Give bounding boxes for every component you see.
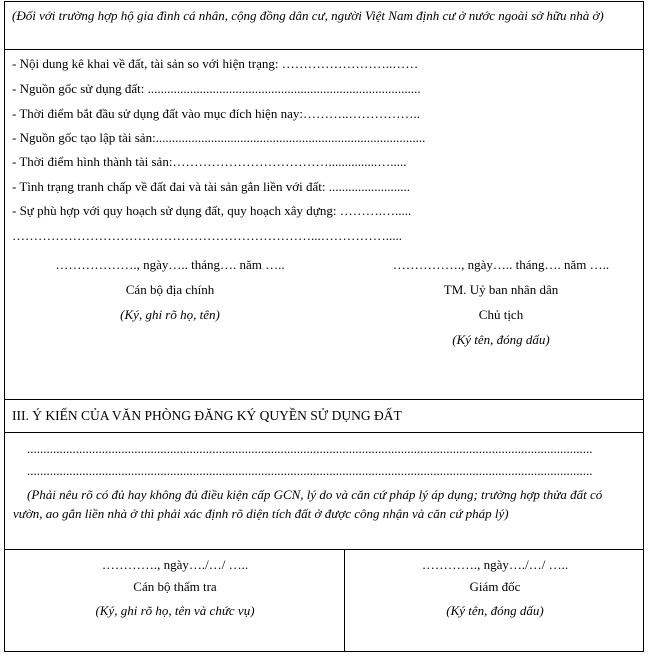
director-date: …………., ngày…./…/ ….. bbox=[421, 557, 569, 572]
opinion-note: (Phải nêu rõ có đủ hay không đủ điều kiện cấp GCN, lý do và căn cứ pháp lý áp dụng; trường hợp thửa đất có vườn, ao gắn liền nhà ở thì phải xác định rõ diện tích đất ở được công nhận và căn cứ pháp lý) bbox=[13, 487, 603, 521]
cadastral-officer-title: Cán bộ địa chính bbox=[125, 282, 215, 297]
signature-divider bbox=[344, 550, 345, 651]
registration-office-opinion-box bbox=[4, 432, 644, 550]
line-asset-formation-time: - Thời điểm hình thành tài sản:………………………………...............…..... bbox=[12, 154, 407, 169]
commune-verification-box bbox=[4, 49, 644, 400]
line-dispute-status: - Tình trạng tranh chấp về đất đai và tài sản gắn liền với đất: ......................... bbox=[12, 179, 410, 194]
intro-note: (Đối với trường hợp hộ gia đình cá nhân, cộng đồng dân cư, người Việt Nam định cư ở nước ngoài sở hữu nhà ở) bbox=[12, 8, 604, 23]
director-title: Giám đốc bbox=[469, 579, 521, 594]
section-three-heading: III. Ý KIẾN CỦA VĂN PHÒNG ĐĂNG KÝ QUYỀN SỬ DỤNG ĐẤT bbox=[12, 408, 402, 423]
line-planning-compliance: - Sự phù hợp với quy hoạch sử dụng đất, quy hoạch xây dựng: ……….…..... bbox=[12, 203, 412, 218]
cadastral-sign-note: (Ký, ghi rõ họ, tên) bbox=[120, 307, 220, 322]
committee-title: TM. Uỷ ban nhân dân bbox=[443, 282, 559, 297]
signature-box bbox=[4, 549, 644, 652]
line-use-start-time: - Thời điểm bắt đầu sử dụng đất vào mục đích hiện nay:………..…………….. bbox=[12, 106, 420, 121]
line-asset-origin: - Nguồn gốc tạo lập tài sản:................................................................................... bbox=[12, 130, 426, 145]
committee-sign-note: (Ký tên, đóng dấu) bbox=[452, 332, 550, 347]
committee-date: ……………., ngày….. tháng…. năm ….. bbox=[392, 257, 610, 272]
opinion-dots-2: .............................................................................................................................................................................. bbox=[27, 463, 593, 478]
director-sign-note: (Ký tên, đóng dấu) bbox=[446, 603, 544, 618]
inspector-title: Cán bộ thẩm tra bbox=[133, 579, 217, 594]
section-three-heading-box bbox=[4, 399, 644, 433]
cadastral-date: ………………., ngày….. tháng…. năm ….. bbox=[55, 257, 285, 272]
committee-chair: Chủ tịch bbox=[478, 307, 524, 322]
line-land-origin: - Nguồn gốc sử dụng đất: .................................................................................... bbox=[12, 81, 421, 96]
inspector-sign-note: (Ký, ghi rõ họ, tên và chức vụ) bbox=[95, 603, 255, 618]
line-extra-dots: ……………………………………………………………...……………..... bbox=[12, 228, 402, 243]
opinion-dots-1: .............................................................................................................................................................................. bbox=[27, 441, 593, 456]
inspector-date: …………., ngày…./…/ ….. bbox=[101, 557, 249, 572]
line-declared-content: - Nội dung kê khai về đất, tài sản so với hiện trạng: ……………………..…… bbox=[12, 56, 419, 71]
intro-note-box bbox=[4, 1, 644, 50]
